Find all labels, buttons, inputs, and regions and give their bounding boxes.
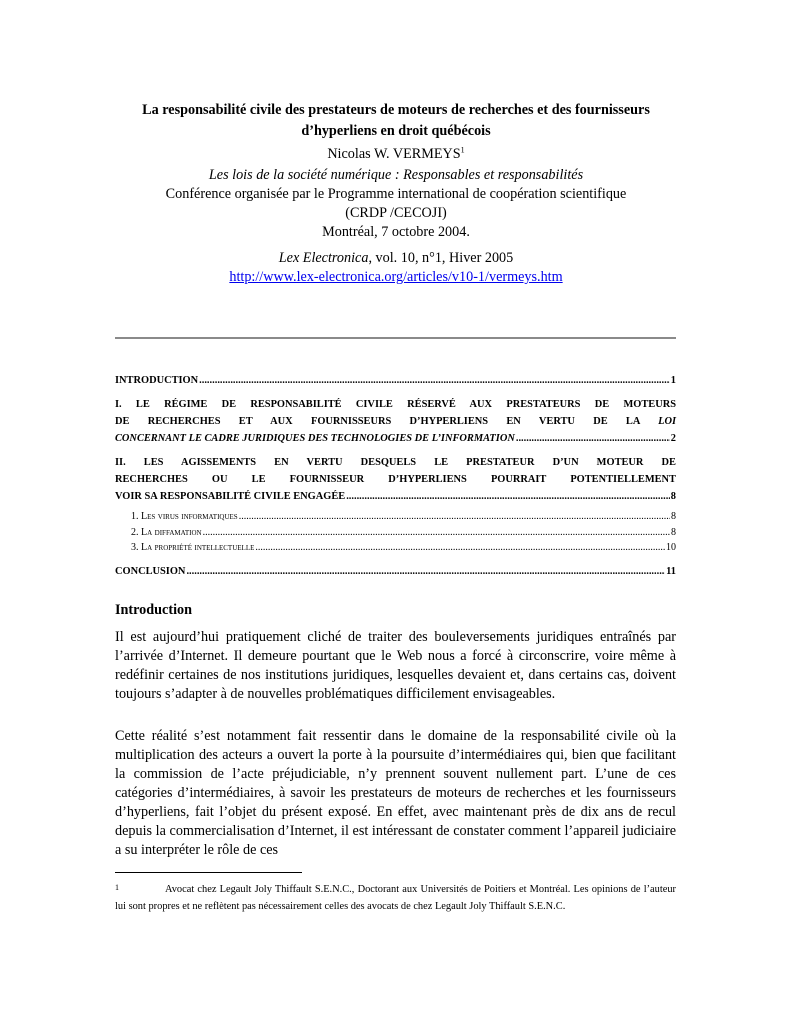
title-line-1: La responsabilité civile des prestateurs de moteurs de recherches et des fournisseurs — [142, 102, 650, 118]
author-line — [112, 144, 680, 164]
toc-leader-dots — [255, 540, 665, 556]
toc-label: 1. Les virus informatiques — [131, 511, 238, 522]
toc-line — [115, 413, 676, 430]
body-paragraph-1: Il est aujourd’hui pratiquement cliché de traiter des bouleversements juridiques entraînés par l’arrivée d’Internet. Il demeure pourtant que le Web nous a forcé à circonscrire, voire même à redéfinir certaines de nos institutions juridiques, lesquelles devaient et, dans certains cas, doivent toujours s’adapter à de nouvelles problématiques difficilement envisageables. — [115, 629, 676, 702]
toc-page-number: 10 — [666, 542, 676, 553]
journal-name: Lex Electronica — [278, 250, 369, 266]
toc-label: CONCLUSION — [115, 565, 186, 577]
journal-volume: , vol. 10, n°1, Hiver 2005 — [368, 250, 514, 266]
footnote-number: 1 — [115, 883, 119, 892]
toc-line: I. LE RÉGIME DE RESPONSABILITÉ CIVILE RÉSERVÉ AUX PRESTATEURS DE MOTEURS — [115, 399, 676, 410]
toc-entry-introduction[interactable] — [115, 372, 676, 389]
toc-entry-part-2[interactable] — [115, 454, 676, 505]
toc-leader-dots — [346, 488, 670, 505]
toc-leader-dots — [516, 430, 670, 447]
table-of-contents — [115, 372, 676, 587]
toc-page-number: 11 — [666, 565, 676, 577]
journal-citation — [112, 249, 680, 268]
toc-label: 2. La diffamation — [131, 526, 202, 538]
toc-leader-dots — [239, 509, 670, 525]
toc-page-number: 8 — [671, 526, 676, 538]
toc-line: II. LES AGISSEMENTS EN VERTU DESQUELS LE PRESTATEUR D’UN MOTEUR DE — [115, 457, 676, 468]
toc-label: CONCERNANT LE CADRE JURIDIQUES DES TECHNOLOGIES DE L’INFORMATION — [115, 433, 515, 444]
toc-page-number: 8 — [670, 491, 676, 502]
body-paragraph-2: Cette réalité s’est notamment fait ressentir dans le domaine de la responsabilité civile où la multiplication des acteurs a ouvert la porte à la poursuite d’intermédiaires qui, bien que facilitant la commission de l’acte préjudiciable, n’y prennent souvent nullement part. L’une de ces catégories d’intermédiaires, à savoir les prestateurs de moteurs de recherches et les fournisseurs d’hyperliens, fait l’objet du présent exposé. En effet, avec maintenant près de dix ans de recul depuis la commercialisation d’Internet, il est intéressant de constater comment l’appareil judiciaire a su interpréter le rôle de ces — [115, 728, 676, 858]
journal-info — [112, 249, 680, 287]
conference-info — [112, 166, 680, 242]
toc-line-text: DE RECHERCHES ET AUX FOURNISSEURS D’HYPERLIENS EN VERTU DE LA — [115, 416, 640, 427]
toc-entry-conclusion[interactable] — [115, 563, 676, 580]
conference-organizer: Conférence organisée par le Programme international de coopération scientifique — [165, 186, 627, 202]
toc-label: INTRODUCTION — [115, 375, 199, 386]
toc-entry-diffamation[interactable] — [115, 525, 676, 541]
toc-label: 3. La propriété intellectuelle — [131, 542, 255, 553]
conference-date: Montréal, 7 octobre 2004. — [322, 224, 470, 240]
toc-page-number: 2 — [670, 433, 676, 444]
conference-title: Les lois de la société numérique : Responsables et responsabilités — [208, 167, 584, 183]
toc-label: VOIR SA RESPONSABILITÉ CIVILE ENGAGÉE — [115, 491, 346, 502]
toc-entry-propriete[interactable] — [115, 540, 676, 556]
toc-page-number: 1 — [670, 375, 676, 386]
section-heading-introduction: Introduction — [115, 602, 192, 618]
paper-title — [112, 100, 680, 142]
toc-page-number: 8 — [671, 511, 676, 522]
author-footnote-mark[interactable]: 1 — [460, 145, 465, 155]
toc-leader-dots — [199, 372, 670, 389]
toc-line-italic: LOI — [658, 416, 676, 427]
conference-acronym: (CRDP /CECOJI) — [345, 205, 447, 221]
divider-rule — [115, 337, 676, 339]
toc-leader-dots — [203, 525, 670, 541]
toc-entry-part-1[interactable] — [115, 396, 676, 447]
footnote-text: Avocat chez Legault Joly Thiffault S.E.N.C., Doctorant aux Universités de Poitiers et Montréal. Les opinions de l’auteur lui sont propres et ne reflètent pas nécessairement celles des avocats de chez Legault Joly Thiffault S.E.N.C. — [115, 884, 676, 912]
toc-leader-dots — [186, 563, 665, 580]
toc-line: RECHERCHES OU LE FOURNISSEUR D’HYPERLIENS POURRAIT POTENTIELLEMENT — [115, 474, 676, 485]
author-name: Nicolas W. VERMEYS — [327, 146, 461, 162]
journal-url-link[interactable]: http://www.lex-electronica.org/articles/v10-1/vermeys.htm — [229, 269, 563, 285]
title-line-2: d’hyperliens en droit québécois — [301, 123, 491, 139]
toc-entry-virus[interactable] — [115, 509, 676, 525]
footnote-separator — [115, 872, 302, 873]
footnote-1 — [115, 882, 676, 915]
